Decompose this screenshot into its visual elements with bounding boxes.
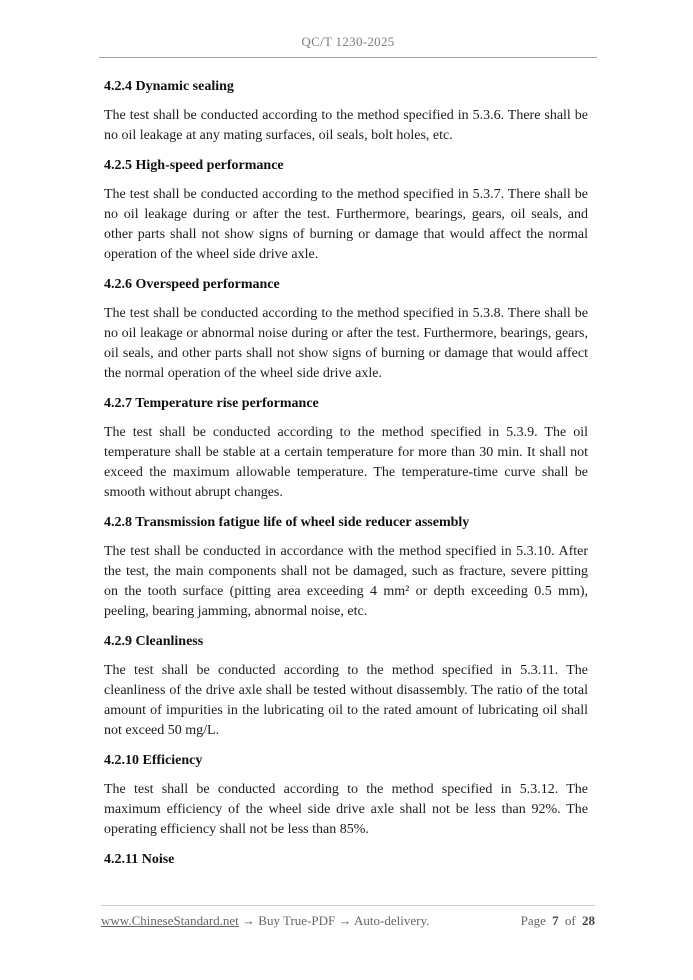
of-label: of: [564, 913, 576, 928]
footer-source: [101, 913, 429, 929]
footer-tagline: → Buy True-PDF → Auto-delivery.: [238, 913, 430, 928]
section: [104, 632, 588, 741]
page-footer: [101, 905, 595, 929]
section-paragraph: The test shall be conducted in accordance with the method specified in 5.3.10. After the test, the main components shall not be damaged, such as fracture, severe pitting on the tooth surface (pitting area exceeding 4 mm² or depth exceeding 0.5 mm), peeling, bearing jamming, abnormal noise, etc.: [104, 544, 588, 619]
section-heading: 4.2.9 Cleanliness: [104, 634, 204, 649]
section: [104, 275, 588, 384]
section-heading: 4.2.6 Overspeed performance: [104, 277, 280, 292]
page-header: [99, 0, 597, 58]
section-paragraph: The test shall be conducted according to the method specified in 5.3.7. There shall be no oil leakage during or after the test. Furthermore, bearings, gears, oil seals, and other parts shall not show signs of burning or damage that would affect the normal operation of the wheel side drive axle.: [104, 187, 588, 262]
page-content: [104, 58, 588, 879]
section: [104, 156, 588, 265]
section: [104, 850, 588, 870]
section-paragraph: The test shall be conducted according to the method specified in 5.3.11. The cleanliness of the drive axle shall be tested without disassembly. The ratio of the total amount of impurities in the lubricating oil to the rated amount of lubricating oil shall not exceed 50 mg/L.: [104, 663, 588, 738]
doc-number: QC/T 1230-2025: [301, 34, 395, 49]
section: [104, 513, 588, 622]
total-pages: 28: [582, 913, 595, 928]
page-label: Page: [520, 913, 546, 928]
page-number: 7: [552, 913, 559, 928]
section-heading: 4.2.8 Transmission fatigue life of wheel side reducer assembly: [104, 515, 470, 530]
section-heading: 4.2.5 High-speed performance: [104, 158, 284, 173]
section-paragraph: The test shall be conducted according to the method specified in 5.3.9. The oil temperature shall be stable at a certain temperature for more than 30 min. It shall not exceed the maximum allowable temperature. The temperature-time curve shall be smooth without abrupt changes.: [104, 425, 588, 500]
section-paragraph: The test shall be conducted according to the method specified in 5.3.12. The maximum efficiency of the wheel side drive axle shall not be less than 92%. The operating efficiency shall not be less than 85%.: [104, 782, 588, 837]
page-indicator: [521, 913, 595, 929]
section: [104, 751, 588, 840]
section-paragraph: The test shall be conducted according to the method specified in 5.3.6. There shall be no oil leakage at any mating surfaces, oil seals, bolt holes, etc.: [104, 108, 588, 143]
section-paragraph: The test shall be conducted according to the method specified in 5.3.8. There shall be no oil leakage or abnormal noise during or after the test. Furthermore, bearings, gears, oil seals, and other parts shall not show signs of burning or damage that would affect the normal operation of the wheel side drive axle.: [104, 306, 588, 381]
section: [104, 77, 588, 146]
section-heading: 4.2.11 Noise: [104, 852, 175, 867]
section: [104, 394, 588, 503]
section-heading: 4.2.4 Dynamic sealing: [104, 79, 234, 94]
section-heading: 4.2.10 Efficiency: [104, 753, 203, 768]
footer-link[interactable]: www.ChineseStandard.net: [101, 913, 239, 928]
section-heading: 4.2.7 Temperature rise performance: [104, 396, 319, 411]
